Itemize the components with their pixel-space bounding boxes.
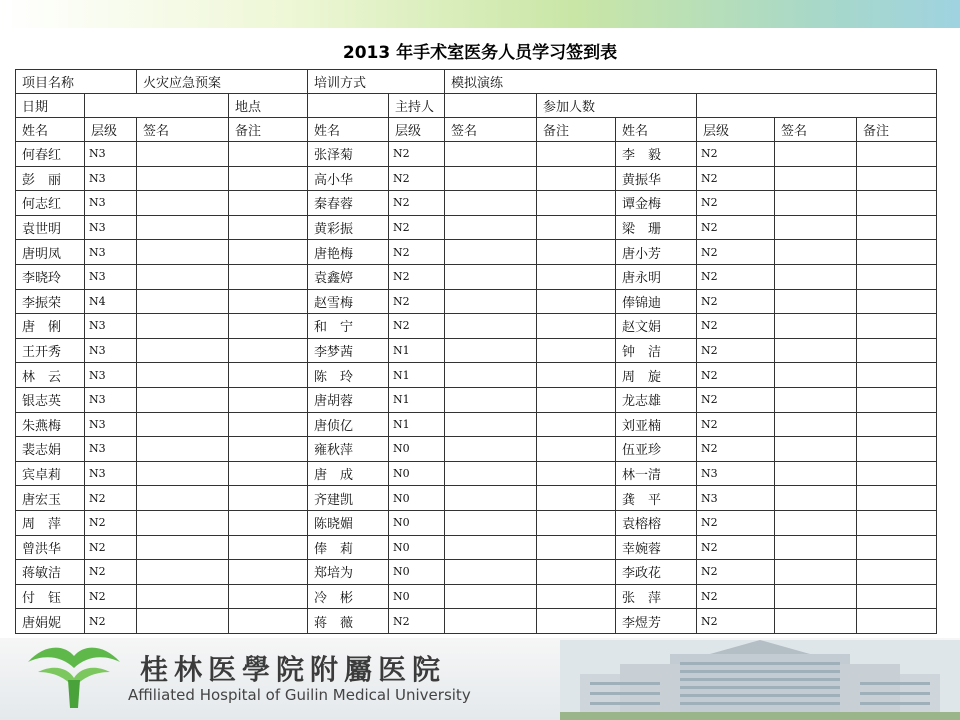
attendees-label: 参加人数 [537, 94, 697, 118]
person-level: N2 [697, 215, 775, 240]
note-cell[interactable] [229, 314, 308, 339]
signature-cell[interactable] [445, 437, 537, 462]
note-cell[interactable] [229, 461, 308, 486]
col-note-1: 备注 [229, 118, 308, 142]
person-level: N2 [697, 166, 775, 191]
signature-cell[interactable] [137, 191, 229, 216]
note-cell[interactable] [229, 191, 308, 216]
signature-cell[interactable] [137, 289, 229, 314]
person-level: N2 [389, 142, 445, 167]
person-name: 唐 成 [308, 461, 389, 486]
signature-cell[interactable] [445, 363, 537, 388]
note-cell[interactable] [857, 166, 937, 191]
note-cell[interactable] [537, 387, 616, 412]
note-cell[interactable] [229, 510, 308, 535]
person-name: 俸锦迪 [616, 289, 697, 314]
signature-cell[interactable] [137, 560, 229, 585]
person-name: 蒋敏洁 [16, 560, 85, 585]
signature-cell[interactable] [445, 412, 537, 437]
signature-cell[interactable] [775, 363, 857, 388]
hospital-logo-icon [24, 642, 124, 710]
person-name: 龙志雄 [616, 387, 697, 412]
person-level: N2 [697, 240, 775, 265]
note-cell[interactable] [857, 412, 937, 437]
date-label: 日期 [16, 94, 85, 118]
signature-cell[interactable] [445, 584, 537, 609]
note-cell[interactable] [229, 264, 308, 289]
signature-cell[interactable] [137, 609, 229, 634]
person-level: N0 [389, 486, 445, 511]
person-name: 宾卓莉 [16, 461, 85, 486]
signature-cell[interactable] [445, 535, 537, 560]
signature-cell[interactable] [445, 240, 537, 265]
col-name-3: 姓名 [616, 118, 697, 142]
person-level: N3 [85, 314, 137, 339]
note-cell[interactable] [857, 609, 937, 634]
person-level: N2 [697, 510, 775, 535]
note-cell[interactable] [537, 486, 616, 511]
signature-cell[interactable] [775, 535, 857, 560]
person-name: 李煜芳 [616, 609, 697, 634]
top-gradient-band [0, 0, 960, 28]
note-cell[interactable] [229, 584, 308, 609]
person-name: 谭金梅 [616, 191, 697, 216]
person-name: 赵文娟 [616, 314, 697, 339]
project-value: 火灾应急预案 [137, 70, 308, 94]
signature-cell[interactable] [137, 142, 229, 167]
note-cell[interactable] [537, 535, 616, 560]
signature-cell[interactable] [775, 240, 857, 265]
person-level: N0 [389, 560, 445, 585]
person-level: N2 [697, 609, 775, 634]
person-name: 李晓玲 [16, 264, 85, 289]
person-level: N3 [85, 461, 137, 486]
note-cell[interactable] [857, 363, 937, 388]
note-cell[interactable] [857, 314, 937, 339]
person-name: 冷 彬 [308, 584, 389, 609]
signature-cell[interactable] [775, 412, 857, 437]
table-row [16, 264, 937, 289]
col-sign-2: 签名 [445, 118, 537, 142]
col-name-2: 姓名 [308, 118, 389, 142]
person-level: N3 [85, 142, 137, 167]
note-cell[interactable] [857, 142, 937, 167]
person-level: N2 [389, 314, 445, 339]
note-cell[interactable] [537, 314, 616, 339]
person-name: 袁榕榕 [616, 510, 697, 535]
note-cell[interactable] [537, 338, 616, 363]
person-level: N2 [85, 584, 137, 609]
method-label: 培训方式 [308, 70, 445, 94]
info-row-1 [16, 70, 937, 94]
person-name: 唐永明 [616, 264, 697, 289]
person-name: 何春红 [16, 142, 85, 167]
signature-cell[interactable] [137, 412, 229, 437]
person-name: 秦春蓉 [308, 191, 389, 216]
person-level: N3 [85, 363, 137, 388]
note-cell[interactable] [229, 437, 308, 462]
person-name: 雍秋萍 [308, 437, 389, 462]
col-note-2: 备注 [537, 118, 616, 142]
signature-cell[interactable] [137, 486, 229, 511]
host-label: 主持人 [389, 94, 445, 118]
host-value [445, 94, 537, 118]
note-cell[interactable] [857, 535, 937, 560]
note-cell[interactable] [537, 609, 616, 634]
person-level: N4 [85, 289, 137, 314]
place-value [308, 94, 389, 118]
note-cell[interactable] [537, 166, 616, 191]
person-level: N3 [85, 166, 137, 191]
signature-cell[interactable] [445, 215, 537, 240]
note-cell[interactable] [229, 363, 308, 388]
note-cell[interactable] [537, 363, 616, 388]
table-row [16, 363, 937, 388]
person-level: N3 [85, 215, 137, 240]
person-level: N0 [389, 461, 445, 486]
person-level: N2 [697, 191, 775, 216]
col-sign-1: 签名 [137, 118, 229, 142]
note-cell[interactable] [229, 142, 308, 167]
signature-cell[interactable] [775, 191, 857, 216]
note-cell[interactable] [857, 486, 937, 511]
note-cell[interactable] [229, 387, 308, 412]
person-name: 林 云 [16, 363, 85, 388]
signature-cell[interactable] [445, 387, 537, 412]
table-row [16, 412, 937, 437]
signature-cell[interactable] [445, 461, 537, 486]
info-row-2 [16, 94, 937, 118]
person-name: 李 毅 [616, 142, 697, 167]
table-row [16, 584, 937, 609]
signature-cell[interactable] [137, 240, 229, 265]
person-level: N2 [389, 215, 445, 240]
person-level: N2 [389, 240, 445, 265]
person-name: 曾洪华 [16, 535, 85, 560]
note-cell[interactable] [857, 461, 937, 486]
hospital-name-en: Affiliated Hospital of Guilin Medical University [128, 686, 471, 704]
note-cell[interactable] [537, 289, 616, 314]
col-note-3: 备注 [857, 118, 937, 142]
table-row [16, 535, 937, 560]
note-cell[interactable] [537, 264, 616, 289]
note-cell[interactable] [857, 215, 937, 240]
person-name: 周 萍 [16, 510, 85, 535]
signature-cell[interactable] [137, 461, 229, 486]
person-level: N2 [389, 191, 445, 216]
person-level: N2 [697, 584, 775, 609]
table-row [16, 486, 937, 511]
person-level: N2 [697, 535, 775, 560]
person-name: 高小华 [308, 166, 389, 191]
signature-cell[interactable] [775, 215, 857, 240]
person-level: N2 [697, 412, 775, 437]
signature-cell[interactable] [137, 166, 229, 191]
person-name: 陈 玲 [308, 363, 389, 388]
person-name: 王开秀 [16, 338, 85, 363]
person-level: N3 [85, 338, 137, 363]
person-level: N3 [85, 412, 137, 437]
column-header-row [16, 118, 937, 142]
person-name: 梁 珊 [616, 215, 697, 240]
person-level: N1 [389, 338, 445, 363]
person-name: 和 宁 [308, 314, 389, 339]
person-level: N2 [85, 486, 137, 511]
person-name: 赵雪梅 [308, 289, 389, 314]
note-cell[interactable] [857, 264, 937, 289]
person-level: N3 [85, 191, 137, 216]
attendees-value [697, 94, 937, 118]
signature-cell[interactable] [137, 314, 229, 339]
signature-cell[interactable] [137, 510, 229, 535]
signature-cell[interactable] [137, 437, 229, 462]
person-level: N0 [389, 437, 445, 462]
person-name: 郑培为 [308, 560, 389, 585]
note-cell[interactable] [537, 461, 616, 486]
person-name: 伍亚珍 [616, 437, 697, 462]
person-level: N3 [85, 437, 137, 462]
note-cell[interactable] [229, 289, 308, 314]
person-name: 唐胡蓉 [308, 387, 389, 412]
place-label: 地点 [229, 94, 308, 118]
person-name: 裴志娟 [16, 437, 85, 462]
table-row [16, 314, 937, 339]
note-cell[interactable] [857, 560, 937, 585]
date-value [85, 94, 229, 118]
signature-cell[interactable] [445, 314, 537, 339]
hospital-name-cn: 桂林医學院附屬医院 [140, 653, 447, 686]
person-level: N0 [389, 510, 445, 535]
person-name: 唐小芳 [616, 240, 697, 265]
person-level: N2 [697, 264, 775, 289]
note-cell[interactable] [537, 560, 616, 585]
person-level: N2 [85, 535, 137, 560]
person-name: 付 钰 [16, 584, 85, 609]
table-row [16, 338, 937, 363]
person-level: N0 [389, 535, 445, 560]
signature-cell[interactable] [775, 486, 857, 511]
note-cell[interactable] [229, 166, 308, 191]
col-level-1: 层级 [85, 118, 137, 142]
person-level: N3 [85, 240, 137, 265]
person-level: N2 [697, 387, 775, 412]
note-cell[interactable] [857, 584, 937, 609]
table-row [16, 387, 937, 412]
signature-cell[interactable] [775, 609, 857, 634]
project-label: 项目名称 [16, 70, 137, 94]
person-level: N2 [85, 510, 137, 535]
page-title: 2013 年手术室医务人员学习签到表 [342, 43, 618, 63]
person-name: 黄振华 [616, 166, 697, 191]
signature-cell[interactable] [445, 338, 537, 363]
signature-cell[interactable] [775, 437, 857, 462]
col-sign-3: 签名 [775, 118, 857, 142]
signature-cell[interactable] [775, 314, 857, 339]
person-name: 彭 丽 [16, 166, 85, 191]
person-name: 张泽菊 [308, 142, 389, 167]
col-level-3: 层级 [697, 118, 775, 142]
person-level: N2 [389, 289, 445, 314]
person-level: N1 [389, 363, 445, 388]
note-cell[interactable] [229, 215, 308, 240]
table-row [16, 289, 937, 314]
note-cell[interactable] [857, 289, 937, 314]
col-level-2: 层级 [389, 118, 445, 142]
note-cell[interactable] [857, 191, 937, 216]
person-level: N1 [389, 412, 445, 437]
table-row [16, 461, 937, 486]
note-cell[interactable] [229, 535, 308, 560]
person-name: 齐建凯 [308, 486, 389, 511]
person-name: 李振荣 [16, 289, 85, 314]
note-cell[interactable] [537, 142, 616, 167]
person-level: N2 [697, 289, 775, 314]
hospital-building-icon [560, 640, 960, 720]
person-level: N2 [697, 363, 775, 388]
person-name: 陈晓媚 [308, 510, 389, 535]
table-row [16, 166, 937, 191]
note-cell[interactable] [229, 412, 308, 437]
person-level: N2 [389, 166, 445, 191]
table-row [16, 510, 937, 535]
person-name: 袁鑫婷 [308, 264, 389, 289]
note-cell[interactable] [857, 510, 937, 535]
table-row [16, 142, 937, 167]
signature-cell[interactable] [137, 338, 229, 363]
signature-cell[interactable] [137, 215, 229, 240]
col-name-1: 姓名 [16, 118, 85, 142]
signature-cell[interactable] [775, 387, 857, 412]
person-level: N2 [697, 314, 775, 339]
person-name: 刘亚楠 [616, 412, 697, 437]
person-name: 何志红 [16, 191, 85, 216]
person-level: N3 [85, 264, 137, 289]
person-name: 龚 平 [616, 486, 697, 511]
person-name: 唐宏玉 [16, 486, 85, 511]
table-row [16, 437, 937, 462]
note-cell[interactable] [537, 240, 616, 265]
signature-cell[interactable] [137, 264, 229, 289]
person-name: 唐明凤 [16, 240, 85, 265]
signature-cell[interactable] [137, 363, 229, 388]
person-name: 钟 洁 [616, 338, 697, 363]
person-name: 张 萍 [616, 584, 697, 609]
signature-cell[interactable] [445, 560, 537, 585]
sign-in-table [15, 69, 937, 634]
person-level: N2 [697, 560, 775, 585]
person-name: 幸婉蓉 [616, 535, 697, 560]
person-level: N2 [85, 560, 137, 585]
signature-cell[interactable] [445, 166, 537, 191]
signature-cell[interactable] [445, 510, 537, 535]
signature-cell[interactable] [775, 584, 857, 609]
signature-cell[interactable] [775, 289, 857, 314]
person-name: 唐 俐 [16, 314, 85, 339]
person-level: N2 [697, 338, 775, 363]
note-cell[interactable] [857, 240, 937, 265]
signature-cell[interactable] [775, 560, 857, 585]
note-cell[interactable] [229, 609, 308, 634]
person-level: N1 [389, 387, 445, 412]
table-row [16, 609, 937, 634]
table-row [16, 240, 937, 265]
method-value: 模拟演练 [445, 70, 937, 94]
note-cell[interactable] [857, 387, 937, 412]
signature-cell[interactable] [775, 166, 857, 191]
person-name: 周 旋 [616, 363, 697, 388]
person-name: 朱燕梅 [16, 412, 85, 437]
signature-cell[interactable] [137, 387, 229, 412]
person-level: N2 [697, 142, 775, 167]
note-cell[interactable] [229, 240, 308, 265]
person-level: N3 [697, 486, 775, 511]
signature-cell[interactable] [445, 264, 537, 289]
person-level: N2 [389, 609, 445, 634]
person-level: N2 [389, 264, 445, 289]
note-cell[interactable] [229, 560, 308, 585]
signature-cell[interactable] [775, 510, 857, 535]
note-cell[interactable] [857, 437, 937, 462]
table-row [16, 215, 937, 240]
person-level: N0 [389, 584, 445, 609]
signature-cell[interactable] [445, 142, 537, 167]
table-row [16, 191, 937, 216]
note-cell[interactable] [537, 215, 616, 240]
person-name: 李梦茜 [308, 338, 389, 363]
signature-cell[interactable] [775, 338, 857, 363]
person-level: N2 [85, 609, 137, 634]
signature-cell[interactable] [445, 486, 537, 511]
person-level: N2 [697, 437, 775, 462]
person-name: 唐侦亿 [308, 412, 389, 437]
person-name: 袁世明 [16, 215, 85, 240]
signature-cell[interactable] [137, 584, 229, 609]
person-name: 林一清 [616, 461, 697, 486]
person-name: 李政花 [616, 560, 697, 585]
note-cell[interactable] [537, 412, 616, 437]
note-cell[interactable] [537, 584, 616, 609]
signature-cell[interactable] [445, 289, 537, 314]
note-cell[interactable] [857, 338, 937, 363]
note-cell[interactable] [537, 191, 616, 216]
person-name: 俸 莉 [308, 535, 389, 560]
signature-cell[interactable] [775, 461, 857, 486]
person-name: 黄彩振 [308, 215, 389, 240]
table-row [16, 560, 937, 585]
note-cell[interactable] [229, 338, 308, 363]
signature-cell[interactable] [445, 609, 537, 634]
signature-cell[interactable] [775, 264, 857, 289]
note-cell[interactable] [537, 437, 616, 462]
signature-cell[interactable] [775, 142, 857, 167]
signature-cell[interactable] [137, 535, 229, 560]
note-cell[interactable] [537, 510, 616, 535]
person-name: 蒋 薇 [308, 609, 389, 634]
person-name: 银志英 [16, 387, 85, 412]
person-level: N3 [85, 387, 137, 412]
signature-cell[interactable] [445, 191, 537, 216]
note-cell[interactable] [229, 486, 308, 511]
person-name: 唐娟妮 [16, 609, 85, 634]
person-level: N3 [697, 461, 775, 486]
person-name: 唐艳梅 [308, 240, 389, 265]
